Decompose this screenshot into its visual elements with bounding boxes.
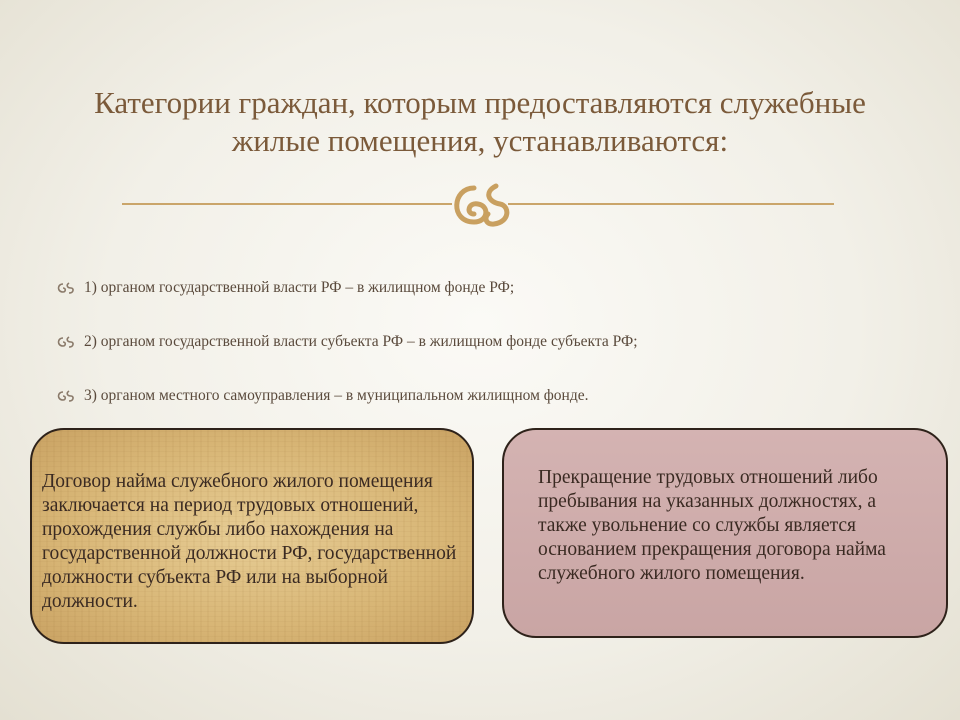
title-divider-right xyxy=(508,203,834,205)
slide-title: Категории граждан, которым предоставляются служебные жилые помещения, устанавливаются: xyxy=(94,85,866,158)
bullet-ornament-icon xyxy=(54,389,76,403)
bullet-text: 1) органом государственной власти РФ – в жилищном фонде РФ; xyxy=(84,279,515,296)
bullet-ornament-icon xyxy=(54,335,76,349)
contract-term-box xyxy=(30,428,474,644)
list-item xyxy=(54,276,514,300)
bullet-text: 3) органом местного самоуправления – в муниципальном жилищном фонде. xyxy=(84,387,589,404)
contract-termination-box xyxy=(502,428,948,638)
bullet-ornament-icon xyxy=(54,281,76,295)
list-item xyxy=(54,330,638,354)
title-divider-left xyxy=(122,203,452,205)
contract-term-text: Договор найма служебного жилого помещения заключается на период трудовых отношений, прохождения службы либо нахождения на государственной должности РФ, государственной должности субъекта РФ или на выборной должности. xyxy=(42,471,457,612)
bullet-text: 2) органом государственной власти субъекта РФ – в жилищном фонде субъекта РФ; xyxy=(84,333,638,350)
list-item xyxy=(54,384,588,408)
contract-termination-text: Прекращение трудовых отношений либо пребывания на указанных должностях, а также увольнение со службы является основанием прекращения договора найма служебного жилого помещения. xyxy=(538,467,886,584)
flourish-ornament-icon xyxy=(444,178,516,232)
